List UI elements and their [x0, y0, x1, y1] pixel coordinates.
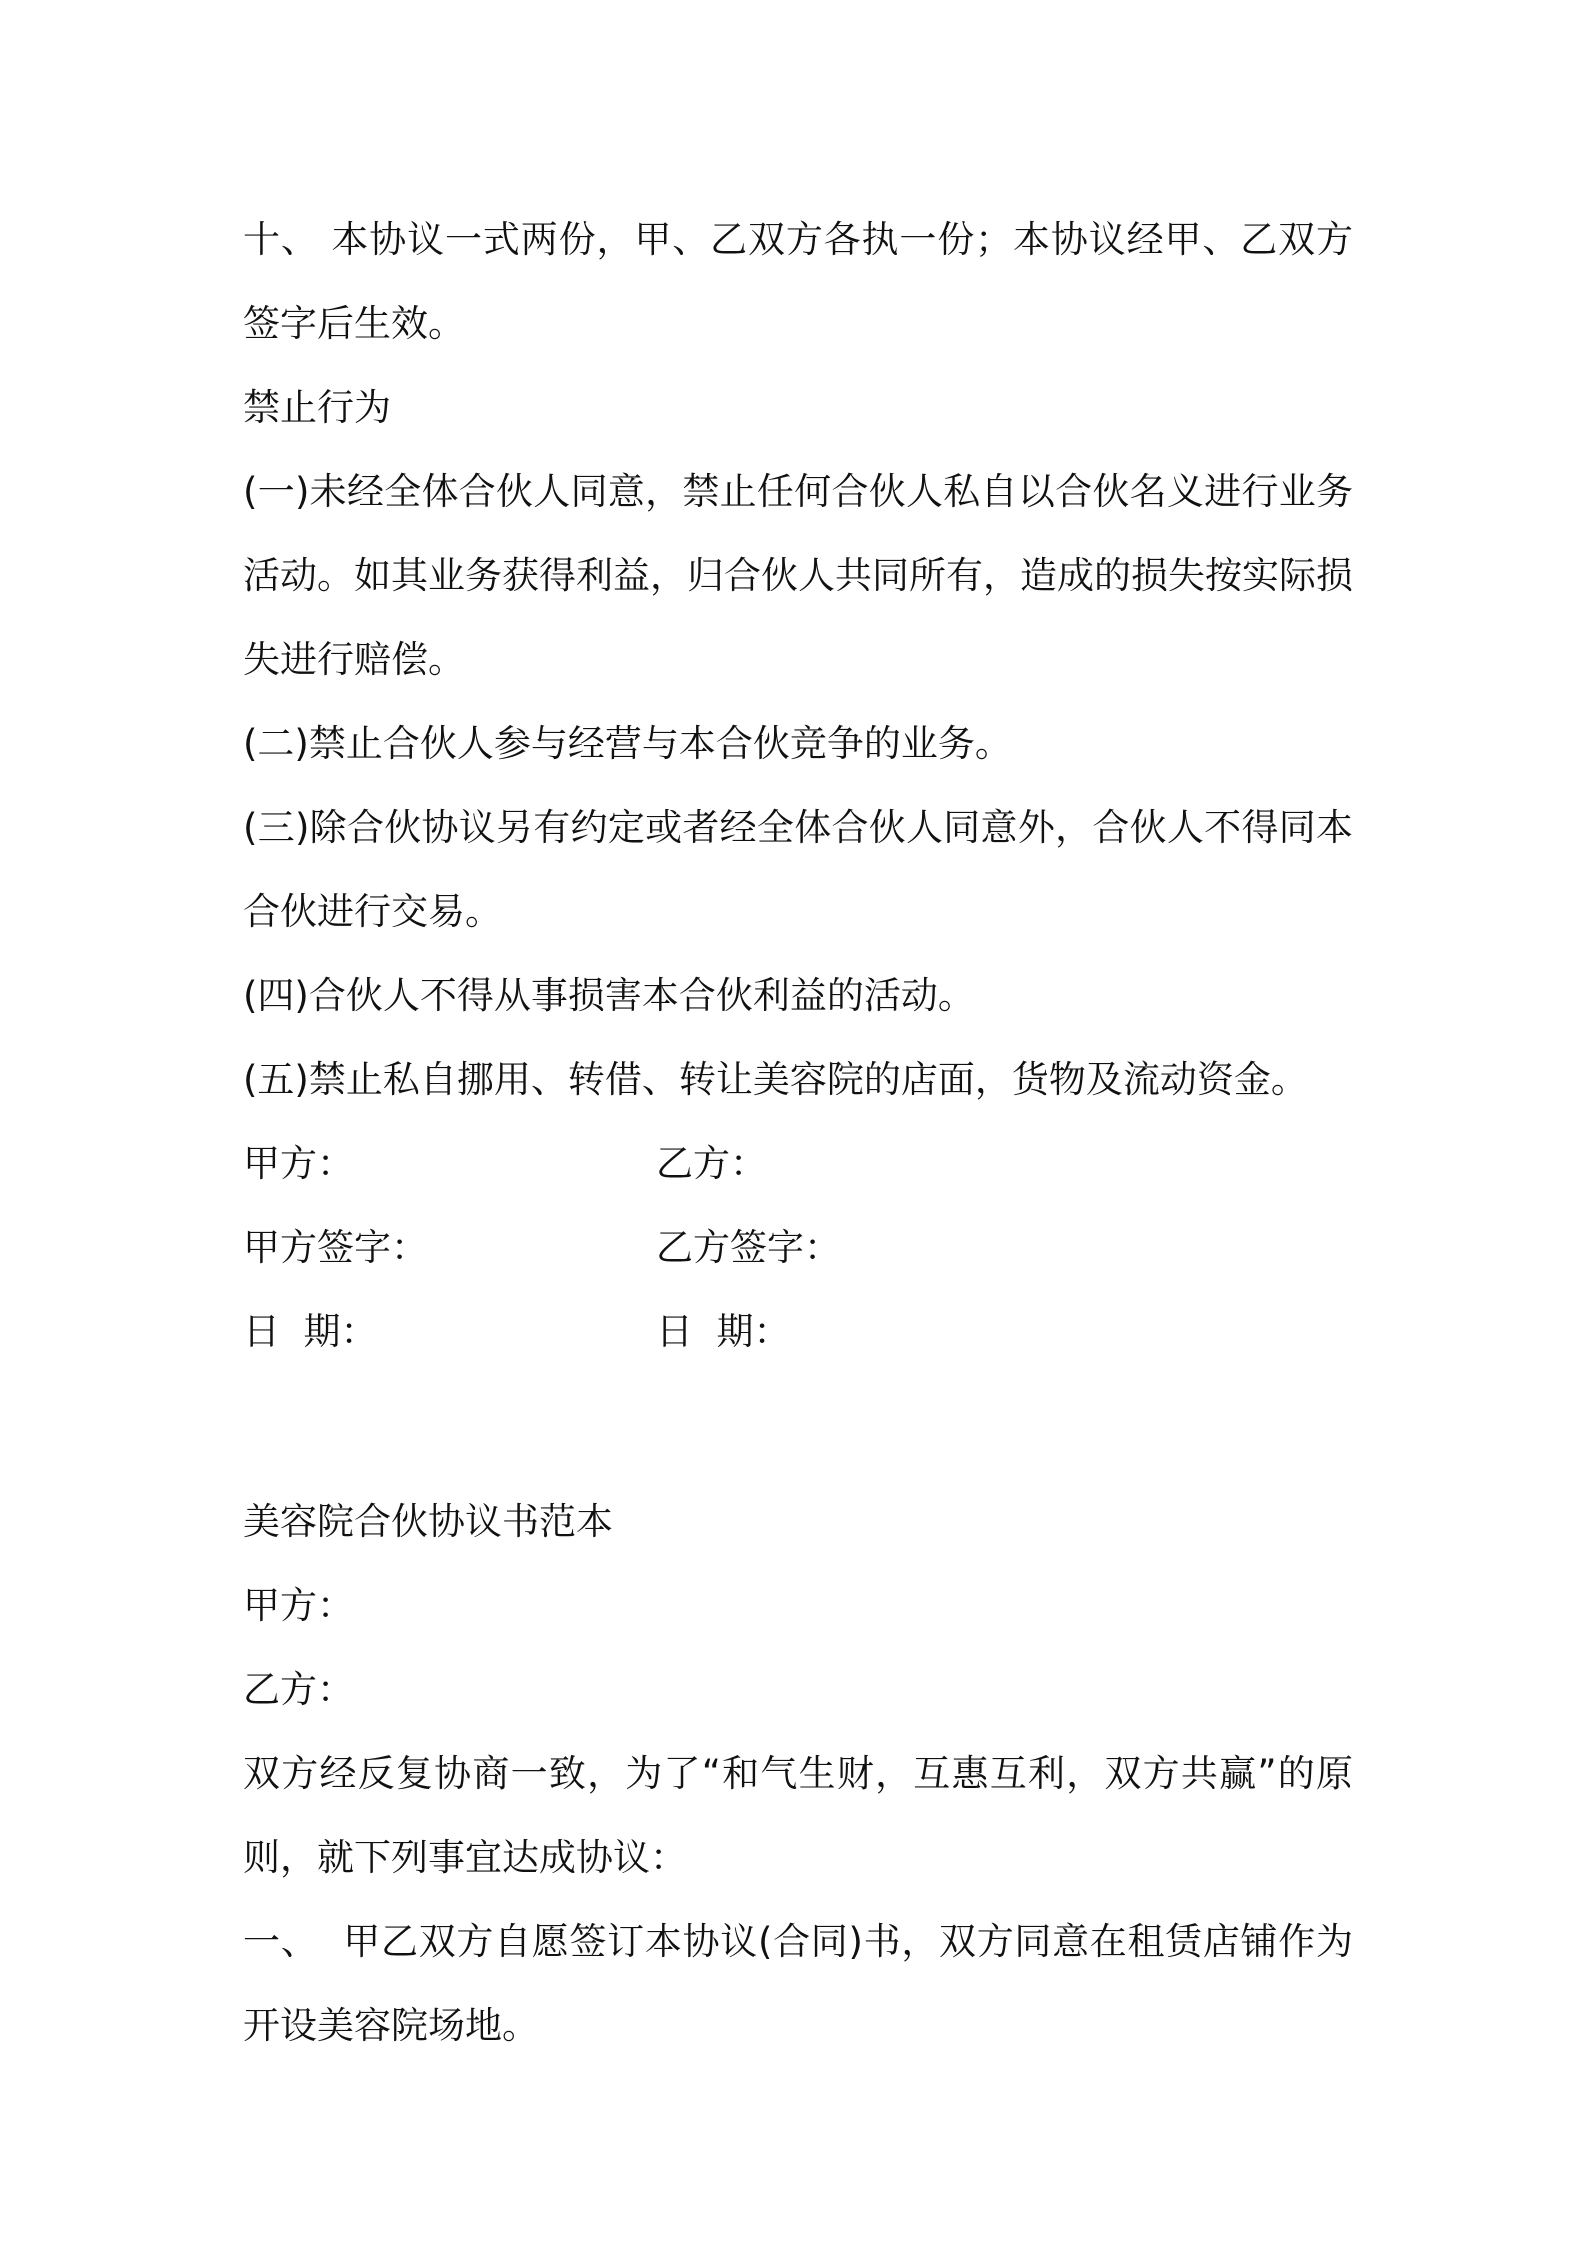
party-a-label: 甲方： [243, 1142, 354, 1185]
prohibited-item-3: (三)除合伙协议另有约定或者经全体合伙人同意外，合伙人不得同本合伙进行交易。 [243, 806, 1353, 933]
prohibited-item-1: (一)未经全体合伙人同意，禁止任何合伙人私自以合伙名义进行业务活动。如其业务获得利益，归合伙人共同所有，造成的损失按实际损失进行赔偿。 [243, 470, 1353, 681]
prohibited-item-5: (五)禁止私自挪用、转借、转让美容院的店面，货物及流动资金。 [243, 1058, 1308, 1101]
date-b-label: 日 期： [656, 1310, 791, 1353]
section2-title: 美容院合伙协议书范本 [243, 1500, 613, 1543]
prohibited-item-4: (四)合伙人不得从事损害本合伙利益的活动。 [243, 974, 975, 1017]
prohibited-heading: 禁止行为 [243, 386, 391, 429]
section2-clause-1: 一、 甲乙双方自愿签订本协议(合同)书，双方同意在租赁店铺作为开设美容院场地。 [243, 1920, 1353, 2047]
party-b-label: 乙方： [656, 1142, 767, 1185]
prohibited-item-2: (二)禁止合伙人参与经营与本合伙竞争的业务。 [243, 722, 1012, 765]
signature-row-date [243, 1290, 1353, 1374]
section2-party-a: 甲方： [243, 1584, 354, 1627]
section-gap [243, 1374, 1353, 1480]
signature-row-sign [243, 1206, 1353, 1290]
section2-intro: 双方经反复协商一致，为了“和气生财，互惠互利，双方共赢”的原则，就下列事宜达成协议： [243, 1752, 1353, 1879]
signature-row-party [243, 1122, 1353, 1206]
section2-party-b: 乙方： [243, 1668, 354, 1711]
party-a-sign-label: 甲方签字： [243, 1226, 428, 1269]
party-b-sign-label: 乙方签字： [656, 1226, 841, 1269]
document-body [243, 198, 1353, 2068]
clause-10: 十、 本协议一式两份，甲、乙双方各执一份；本协议经甲、乙双方签字后生效。 [243, 218, 1353, 345]
date-a-label: 日 期： [243, 1310, 378, 1353]
